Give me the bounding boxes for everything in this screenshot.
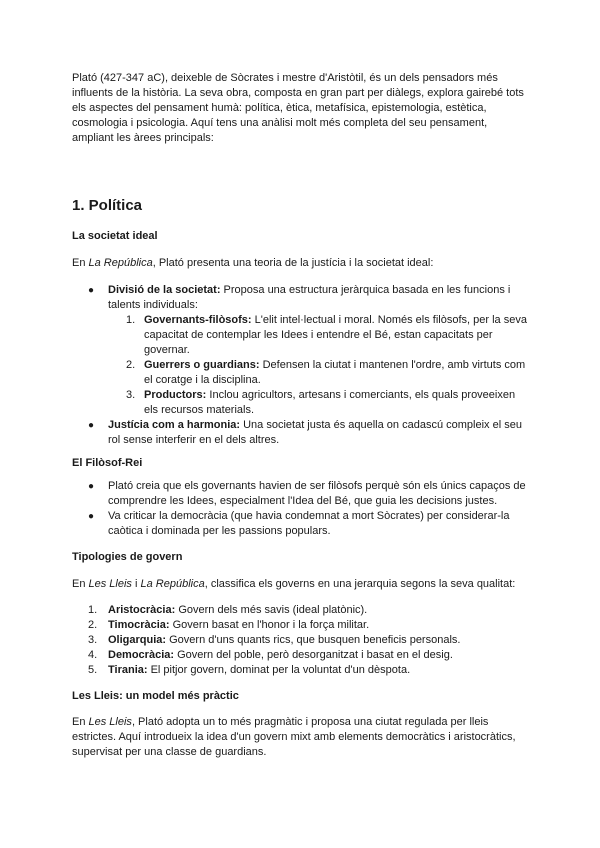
- list-item: 3. Productors: Inclou agricultors, artesans i comerciants, els quals proveeixen els recursos materials.: [126, 389, 516, 416]
- ideal-bullets: [72, 283, 528, 448]
- list-item: 2. Timocràcia: Govern basat en l'honor i la força militar.: [88, 619, 370, 631]
- list-item: ● Plató creia que els governants havien de ser filòsofs perquè són els únics capaços de comprendre les Idees, especialment l'Idea del Bé, que guia les decisions justes.: [88, 480, 526, 507]
- typologies-lead: En Les Lleis i La República, classifica els governs en una jerarquia segons la seva qualitat:: [72, 578, 516, 590]
- laws-paragraph: En Les Lleis, Plató adopta un to més pragmàtic i proposa una ciutat regulada per lleis estrictes. Aquí introdueix la idea d'un govern mixt amb elements democràtics i aristocràtics, supervisat per una classe de guardians.: [72, 716, 516, 758]
- list-item: 5. Tirania: El pitjor govern, dominat per la voluntat d'un dèspota.: [88, 664, 411, 676]
- typologies-list: [72, 603, 528, 678]
- list-item: 3. Oligarquia: Govern d'uns quants rics, que busquen beneficis personals.: [88, 634, 461, 646]
- list-item: ● Justícia com a harmonia: Una societat justa és aquella on cadascú compleix el seu rol sense interferir en el dels altres.: [88, 419, 522, 446]
- intro-paragraph: Plató (427-347 aC), deixeble de Sòcrates i mestre d'Aristòtil, és un dels pensadors més influents de la història. La seva obra, composta en gran part per diàlegs, explora gairebé tots els aspectes del pensament humà: política, ètica, metafísica, epistemologia, estètica, cosmologia i psicologia. Aquí tens una anàlisi molt més completa del seu pensament, ampliant les àrees principals:: [72, 72, 524, 144]
- bullet-icon: ●: [88, 481, 95, 492]
- list-item: 2. Guerrers o guardians: Defensen la ciutat i mantenen l'ordre, amb virtuts com el coratge i la disciplina.: [126, 359, 526, 386]
- bullet-icon: ●: [88, 511, 95, 522]
- list-item: ● Va criticar la democràcia (que havia condemnat a mort Sòcrates) per considerar-la caòtica i dominada per les passions populars.: [88, 510, 510, 537]
- philosopher-king-bullets: [72, 479, 528, 539]
- list-item: ● Divisió de la societat: Proposa una estructura jeràrquica basada en les funcions i talents individuals:: [88, 284, 511, 311]
- heading-filosof-rei: El Filòsof-Rei: [72, 457, 143, 469]
- ideal-lead: En La República, Plató presenta una teoria de la justícia i la societat ideal:: [72, 257, 434, 269]
- heading-tipologies: Tipologies de govern: [72, 551, 183, 563]
- heading-lleis: Les Lleis: un model més pràctic: [72, 690, 239, 702]
- list-item: 1. Governants-filòsofs: L'elit intel·lectual i moral. Només els filòsofs, per la seva capacitat de contemplar les Idees i entendre el Bé, estan capacitats per governar.: [126, 314, 527, 356]
- heading-societat-ideal: La societat ideal: [72, 230, 158, 242]
- list-item: 4. Democràcia: Govern del poble, però desorganitzat i basat en el desig.: [88, 649, 453, 661]
- bullet-icon: ●: [88, 420, 95, 431]
- section-title-politica: 1. Política: [72, 197, 143, 214]
- list-item: 1. Aristocràcia: Govern dels més savis (ideal platònic).: [88, 604, 368, 616]
- bullet-icon: ●: [88, 285, 95, 296]
